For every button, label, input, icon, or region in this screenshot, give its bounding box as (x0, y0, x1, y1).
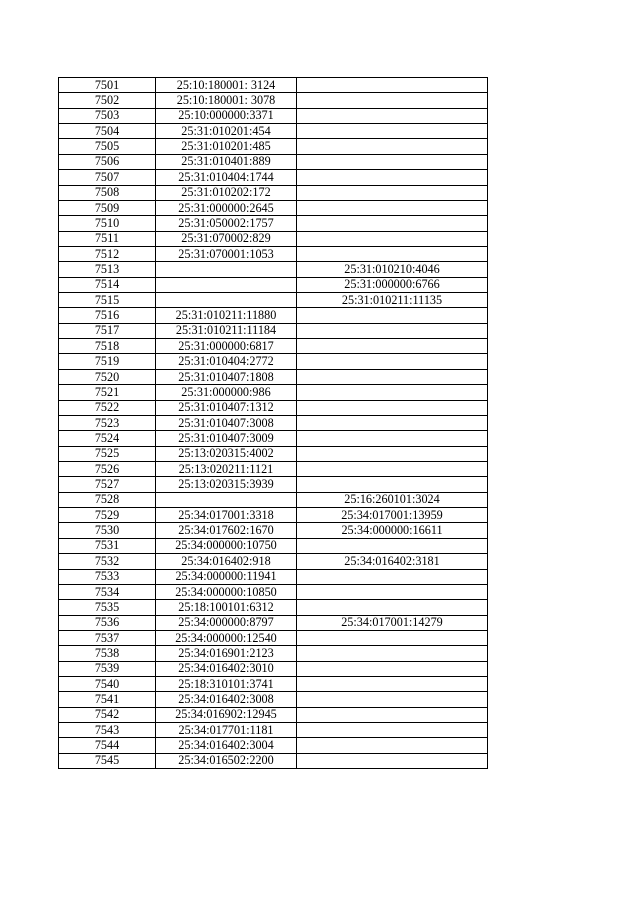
cadastral-number-cell: 25:13:020315:3939 (156, 477, 297, 492)
row-number-cell: 7508 (59, 185, 156, 200)
cadastral-number-cell: 25:34:016402:918 (156, 554, 297, 569)
table-row (59, 139, 488, 154)
row-number-cell: 7527 (59, 477, 156, 492)
cadastral-number-cell: 25:31:010404:1744 (156, 170, 297, 185)
row-number-cell: 7506 (59, 154, 156, 169)
row-number-cell: 7501 (59, 78, 156, 93)
additional-cadastral-number-cell (297, 108, 488, 123)
row-number-cell: 7504 (59, 124, 156, 139)
cadastral-number-cell: 25:31:010407:3008 (156, 415, 297, 430)
table-row (59, 554, 488, 569)
row-number-cell: 7540 (59, 677, 156, 692)
table-row (59, 753, 488, 768)
additional-cadastral-number-cell (297, 139, 488, 154)
cadastral-number-cell: 25:31:010401:889 (156, 154, 297, 169)
row-number-cell: 7543 (59, 723, 156, 738)
additional-cadastral-number-cell (297, 216, 488, 231)
row-number-cell: 7544 (59, 738, 156, 753)
cadastral-number-cell: 25:34:000000:12540 (156, 630, 297, 645)
additional-cadastral-number-cell (297, 385, 488, 400)
table-row (59, 93, 488, 108)
row-number-cell: 7535 (59, 600, 156, 615)
additional-cadastral-number-cell: 25:34:016402:3181 (297, 554, 488, 569)
cadastral-number-cell: 25:31:010407:3009 (156, 431, 297, 446)
table-row (59, 369, 488, 384)
additional-cadastral-number-cell (297, 630, 488, 645)
row-number-cell: 7534 (59, 584, 156, 599)
table-row (59, 508, 488, 523)
additional-cadastral-number-cell (297, 400, 488, 415)
cadastral-number-table (58, 77, 488, 769)
additional-cadastral-number-cell (297, 246, 488, 261)
table-row (59, 492, 488, 507)
additional-cadastral-number-cell (297, 154, 488, 169)
table-row (59, 170, 488, 185)
additional-cadastral-number-cell (297, 354, 488, 369)
additional-cadastral-number-cell (297, 646, 488, 661)
row-number-cell: 7541 (59, 692, 156, 707)
table-row (59, 293, 488, 308)
cadastral-number-cell: 25:31:010201:485 (156, 139, 297, 154)
row-number-cell: 7545 (59, 753, 156, 768)
row-number-cell: 7530 (59, 523, 156, 538)
cadastral-number-cell: 25:34:016902:12945 (156, 707, 297, 722)
row-number-cell: 7525 (59, 446, 156, 461)
table-row (59, 124, 488, 139)
table-row (59, 246, 488, 261)
additional-cadastral-number-cell (297, 538, 488, 553)
cadastral-number-cell: 25:31:070002:829 (156, 231, 297, 246)
row-number-cell: 7537 (59, 630, 156, 645)
row-number-cell: 7511 (59, 231, 156, 246)
table-row (59, 339, 488, 354)
table-row (59, 216, 488, 231)
additional-cadastral-number-cell: 25:31:010211:11135 (297, 293, 488, 308)
cadastral-number-cell: 25:34:017602:1670 (156, 523, 297, 538)
additional-cadastral-number-cell (297, 124, 488, 139)
additional-cadastral-number-cell (297, 723, 488, 738)
row-number-cell: 7533 (59, 569, 156, 584)
cadastral-number-cell: 25:13:020211:1121 (156, 461, 297, 476)
cadastral-number-cell: 25:31:010211:11184 (156, 323, 297, 338)
table-body (59, 78, 488, 769)
row-number-cell: 7521 (59, 385, 156, 400)
cadastral-number-cell: 25:31:010201:454 (156, 124, 297, 139)
additional-cadastral-number-cell (297, 477, 488, 492)
row-number-cell: 7514 (59, 277, 156, 292)
table-row (59, 461, 488, 476)
additional-cadastral-number-cell (297, 185, 488, 200)
table-row (59, 646, 488, 661)
cadastral-number-cell: 25:34:016901:2123 (156, 646, 297, 661)
additional-cadastral-number-cell (297, 170, 488, 185)
row-number-cell: 7517 (59, 323, 156, 338)
table-row (59, 692, 488, 707)
row-number-cell: 7518 (59, 339, 156, 354)
row-number-cell: 7520 (59, 369, 156, 384)
row-number-cell: 7519 (59, 354, 156, 369)
cadastral-number-cell: 25:34:000000:8797 (156, 615, 297, 630)
additional-cadastral-number-cell (297, 677, 488, 692)
additional-cadastral-number-cell (297, 339, 488, 354)
cadastral-number-cell (156, 262, 297, 277)
row-number-cell: 7510 (59, 216, 156, 231)
table-row (59, 323, 488, 338)
row-number-cell: 7507 (59, 170, 156, 185)
table-row (59, 661, 488, 676)
table-row (59, 538, 488, 553)
cadastral-number-cell (156, 492, 297, 507)
additional-cadastral-number-cell (297, 78, 488, 93)
row-number-cell: 7509 (59, 200, 156, 215)
additional-cadastral-number-cell (297, 369, 488, 384)
cadastral-number-cell: 25:31:010407:1808 (156, 369, 297, 384)
additional-cadastral-number-cell: 25:34:017001:14279 (297, 615, 488, 630)
table-row (59, 630, 488, 645)
table-row (59, 78, 488, 93)
cadastral-number-cell: 25:18:310101:3741 (156, 677, 297, 692)
cadastral-number-cell: 25:31:000000:6817 (156, 339, 297, 354)
cadastral-number-cell: 25:34:016402:3010 (156, 661, 297, 676)
row-number-cell: 7536 (59, 615, 156, 630)
additional-cadastral-number-cell (297, 584, 488, 599)
cadastral-number-cell: 25:10:180001: 3078 (156, 93, 297, 108)
additional-cadastral-number-cell (297, 692, 488, 707)
table-row (59, 707, 488, 722)
additional-cadastral-number-cell (297, 446, 488, 461)
additional-cadastral-number-cell (297, 661, 488, 676)
additional-cadastral-number-cell (297, 738, 488, 753)
table-row (59, 154, 488, 169)
cadastral-number-cell: 25:34:000000:11941 (156, 569, 297, 584)
additional-cadastral-number-cell (297, 323, 488, 338)
row-number-cell: 7513 (59, 262, 156, 277)
cadastral-number-cell: 25:34:017701:1181 (156, 723, 297, 738)
row-number-cell: 7502 (59, 93, 156, 108)
row-number-cell: 7528 (59, 492, 156, 507)
additional-cadastral-number-cell (297, 707, 488, 722)
table-row (59, 431, 488, 446)
row-number-cell: 7503 (59, 108, 156, 123)
table-row (59, 723, 488, 738)
table-row (59, 615, 488, 630)
additional-cadastral-number-cell (297, 431, 488, 446)
cadastral-number-cell: 25:10:180001: 3124 (156, 78, 297, 93)
additional-cadastral-number-cell: 25:16:260101:3024 (297, 492, 488, 507)
cadastral-number-cell (156, 277, 297, 292)
table-row (59, 477, 488, 492)
table-row (59, 400, 488, 415)
cadastral-number-cell: 25:13:020315:4002 (156, 446, 297, 461)
additional-cadastral-number-cell (297, 415, 488, 430)
table-row (59, 200, 488, 215)
table-row (59, 677, 488, 692)
cadastral-number-cell: 25:31:010404:2772 (156, 354, 297, 369)
row-number-cell: 7532 (59, 554, 156, 569)
additional-cadastral-number-cell (297, 200, 488, 215)
additional-cadastral-number-cell (297, 569, 488, 584)
additional-cadastral-number-cell: 25:34:017001:13959 (297, 508, 488, 523)
additional-cadastral-number-cell: 25:34:000000:16611 (297, 523, 488, 538)
row-number-cell: 7522 (59, 400, 156, 415)
cadastral-number-cell: 25:31:010407:1312 (156, 400, 297, 415)
cadastral-number-cell: 25:34:016402:3008 (156, 692, 297, 707)
table-row (59, 308, 488, 323)
cadastral-number-cell: 25:31:050002:1757 (156, 216, 297, 231)
table-row (59, 446, 488, 461)
table-row (59, 738, 488, 753)
table-row (59, 600, 488, 615)
table-row (59, 108, 488, 123)
row-number-cell: 7516 (59, 308, 156, 323)
row-number-cell: 7526 (59, 461, 156, 476)
cadastral-number-cell: 25:31:000000:986 (156, 385, 297, 400)
additional-cadastral-number-cell: 25:31:000000:6766 (297, 277, 488, 292)
row-number-cell: 7515 (59, 293, 156, 308)
additional-cadastral-number-cell (297, 753, 488, 768)
cadastral-number-cell: 25:34:017001:3318 (156, 508, 297, 523)
table-row (59, 262, 488, 277)
row-number-cell: 7529 (59, 508, 156, 523)
additional-cadastral-number-cell (297, 231, 488, 246)
cadastral-number-cell (156, 293, 297, 308)
row-number-cell: 7538 (59, 646, 156, 661)
row-number-cell: 7539 (59, 661, 156, 676)
row-number-cell: 7505 (59, 139, 156, 154)
table-row (59, 277, 488, 292)
cadastral-number-cell: 25:34:016402:3004 (156, 738, 297, 753)
cadastral-number-cell: 25:31:070001:1053 (156, 246, 297, 261)
cadastral-number-cell: 25:34:000000:10750 (156, 538, 297, 553)
table-row (59, 231, 488, 246)
table-row (59, 523, 488, 538)
table-row (59, 354, 488, 369)
additional-cadastral-number-cell: 25:31:010210:4046 (297, 262, 488, 277)
table-row (59, 385, 488, 400)
cadastral-number-cell: 25:34:000000:10850 (156, 584, 297, 599)
cadastral-number-cell: 25:10:000000:3371 (156, 108, 297, 123)
cadastral-number-cell: 25:18:100101:6312 (156, 600, 297, 615)
row-number-cell: 7542 (59, 707, 156, 722)
row-number-cell: 7512 (59, 246, 156, 261)
additional-cadastral-number-cell (297, 308, 488, 323)
row-number-cell: 7523 (59, 415, 156, 430)
additional-cadastral-number-cell (297, 93, 488, 108)
cadastral-number-cell: 25:31:000000:2645 (156, 200, 297, 215)
additional-cadastral-number-cell (297, 600, 488, 615)
cadastral-number-cell: 25:31:010211:11880 (156, 308, 297, 323)
row-number-cell: 7531 (59, 538, 156, 553)
table-row (59, 185, 488, 200)
table-row (59, 569, 488, 584)
table-row (59, 584, 488, 599)
row-number-cell: 7524 (59, 431, 156, 446)
cadastral-number-cell: 25:34:016502:2200 (156, 753, 297, 768)
cadastral-number-cell: 25:31:010202:172 (156, 185, 297, 200)
table-row (59, 415, 488, 430)
additional-cadastral-number-cell (297, 461, 488, 476)
